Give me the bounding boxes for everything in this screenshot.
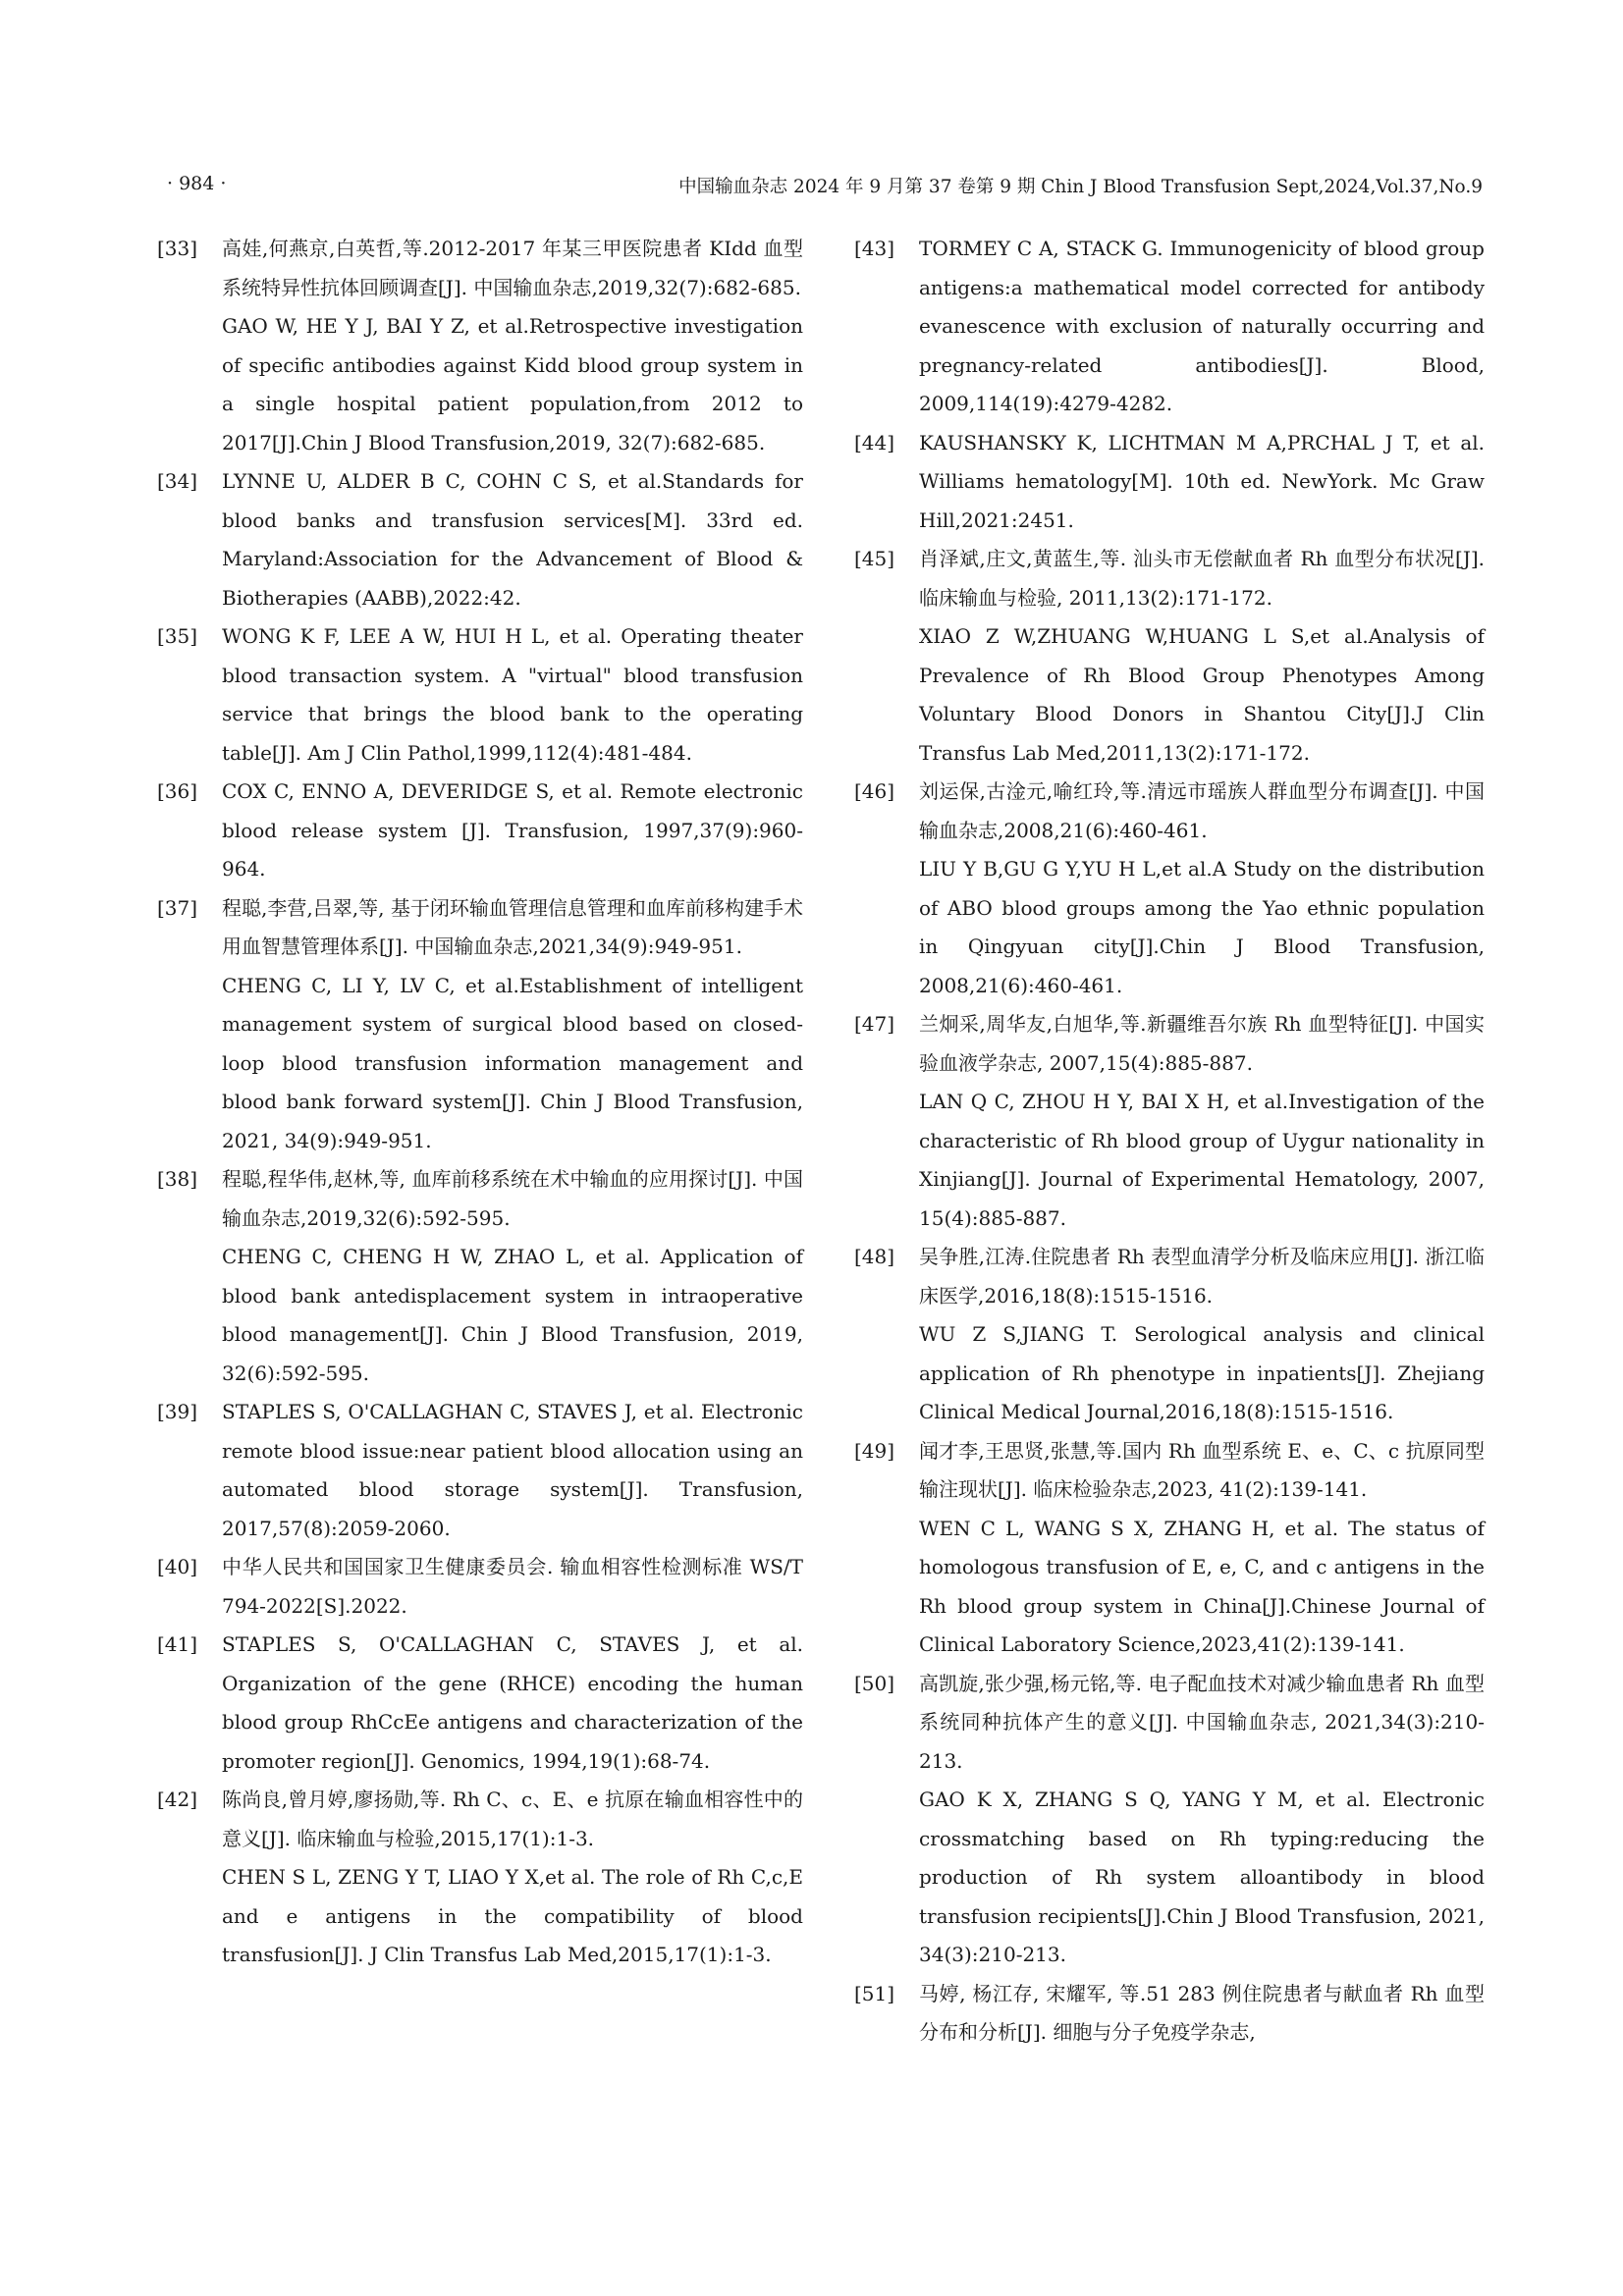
references-left-column (157, 230, 803, 1975)
reference-number: [45] (854, 547, 895, 570)
reference-entry (854, 1975, 1485, 2053)
reference-citation: 中华人民共和国国家卫生健康委员会. 输血相容性检测标准 WS/T 794-2022[S].2022. (222, 1555, 803, 1618)
reference-number: [41] (157, 1632, 198, 1656)
reference-number: [39] (157, 1400, 198, 1423)
reference-entry (157, 889, 803, 1161)
reference-entry (157, 773, 803, 889)
reference-translation: CHENG C, LI Y, LV C, et al.Establishment of intelligent management system of surgical blood based on closed-loop blood transfusion information management and blood bank forward system[J]. Chin J Blood Transfusion, 2021, 34(9):949-951. (222, 973, 803, 1152)
reference-number: [43] (854, 237, 895, 260)
reference-translation: CHENG C, CHENG H W, ZHAO L, et al. Application of blood bank antedisplacement system in intraoperative blood management[J]. Chin J Blood Transfusion, 2019, 32(6):592-595. (222, 1245, 803, 1385)
page-header (167, 173, 1483, 202)
reference-number: [33] (157, 237, 198, 260)
page-number: · 984 · (167, 173, 227, 194)
reference-number: [47] (854, 1012, 895, 1036)
reference-number: [44] (854, 430, 895, 454)
reference-citation: 程聪,李营,吕翠,等, 基于闭环输血管理信息管理和血库前移构建手术用血智慧管理体系[J]. 中国输血杂志,2021,34(9):949-951. (222, 895, 803, 958)
reference-translation: GAO K X, ZHANG S Q, YANG Y M, et al. Electronic crossmatching based on Rh typing:reducing the production of Rh system alloantibody in blood transfusion recipients[J].Chin J Blood Transfusion, 2021, 34(3):210-213. (919, 1788, 1485, 1966)
reference-entry (854, 1432, 1485, 1665)
reference-number: [51] (854, 1981, 895, 2005)
reference-translation: GAO W, HE Y J, BAI Y Z, et al.Retrospective investigation of specific antibodies against Kidd blood group system in a single hospital patient population,from 2012 to 2017[J].Chin J Blood Transfusion,2019, 32(7):682-685. (222, 314, 803, 454)
reference-citation: COX C, ENNO A, DEVERIDGE S, et al. Remote electronic blood release system [J]. Transfusion, 1997,37(9):960-964. (222, 779, 803, 881)
reference-entry (157, 617, 803, 773)
reference-entry (854, 230, 1485, 424)
reference-entry (157, 462, 803, 617)
reference-number: [38] (157, 1167, 198, 1191)
reference-citation: 吴争胜,江涛.住院患者 Rh 表型血清学分析及临床应用[J]. 浙江临床医学,2016,18(8):1515-1516. (919, 1245, 1485, 1308)
reference-citation: STAPLES S, O'CALLAGHAN C, STAVES J, et al. Electronic remote blood issue:near patient blood allocation using an automated blood storage system[J]. Transfusion, 2017,57(8):2059-2060. (222, 1400, 803, 1540)
reference-number: [46] (854, 779, 895, 803)
reference-citation: 陈尚良,曾月婷,廖扬勋,等. Rh C、c、E、e 抗原在输血相容性中的意义[J]. 临床输血与检验,2015,17(1):1-3. (222, 1788, 803, 1850)
reference-citation: 刘运保,古淦元,喻红玲,等.清远市瑶族人群血型分布调查[J]. 中国输血杂志,2008,21(6):460-461. (919, 779, 1485, 842)
reference-entry (854, 540, 1485, 773)
journal-running-title: 中国输血杂志 2024 年 9 月第 37 卷第 9 期 Chin J Blood Transfusion Sept,2024,Vol.37,No.9 (678, 177, 1483, 197)
reference-translation: LAN Q C, ZHOU H Y, BAI X H, et al.Investigation of the characteristic of Rh blood group of Uygur nationality in Xinjiang[J]. Journal of Experimental Hematology, 2007, 15(4):885-887. (919, 1090, 1485, 1230)
reference-citation: 肖泽斌,庄文,黄蓝生,等. 汕头市无偿献血者 Rh 血型分布状况[J]. 临床输血与检验, 2011,13(2):171-172. (919, 547, 1485, 610)
reference-entry (854, 1238, 1485, 1432)
reference-entry (854, 1005, 1485, 1238)
reference-entry (157, 1781, 803, 1975)
reference-entry (157, 1160, 803, 1393)
reference-citation: KAUSHANSKY K, LICHTMAN M A,PRCHAL J T, et al. Williams hematology[M]. 10th ed. NewYork. Mc Graw Hill,2021:2451. (919, 430, 1485, 532)
reference-translation: LIU Y B,GU G Y,YU H L,et al.A Study on the distribution of ABO blood groups among the Yao ethnic population in Qingyuan city[J].Chin J Blood Transfusion, 2008,21(6):460-461. (919, 857, 1485, 997)
reference-number: [42] (157, 1788, 198, 1811)
reference-citation: 高凯旋,张少强,杨元铭,等. 电子配血技术对减少输血患者 Rh 血型系统同种抗体产生的意义[J]. 中国输血杂志, 2021,34(3):210-213. (919, 1671, 1485, 1773)
reference-entry (157, 230, 803, 462)
reference-number: [40] (157, 1555, 198, 1578)
reference-number: [48] (854, 1245, 895, 1268)
reference-citation: TORMEY C A, STACK G. Immunogenicity of blood group antigens:a mathematical model corrected for antibody evanescence with exclusion of naturally occurring and pregnancy-related antibodies[J]. Blood, 2009,114(19):4279-4282. (919, 237, 1485, 415)
reference-citation: 高娃,何燕京,白英哲,等.2012-2017 年某三甲医院患者 KIdd 血型系统特异性抗体回顾调查[J]. 中国输血杂志,2019,32(7):682-685. (222, 237, 803, 299)
reference-translation: WEN C L, WANG S X, ZHANG H, et al. The status of homologous transfusion of E, e, C, and c antigens in the Rh blood group system in China[J].Chinese Journal of Clinical Laboratory Science,2023,41(2):139-141. (919, 1516, 1485, 1656)
reference-entry (157, 1393, 803, 1548)
reference-number: [49] (854, 1438, 895, 1463)
reference-number: [37] (157, 895, 198, 920)
reference-entry (854, 773, 1485, 1005)
reference-translation: XIAO Z W,ZHUANG W,HUANG L S,et al.Analysis of Prevalence of Rh Blood Group Phenotypes Among Voluntary Blood Donors in Shantou City[J].J Clin Transfus Lab Med,2011,13(2):171-172. (919, 624, 1485, 765)
reference-entry (854, 1665, 1485, 1975)
reference-number: [34] (157, 469, 198, 493)
reference-citation: LYNNE U, ALDER B C, COHN C S, et al.Standards for blood banks and transfusion services[M]. 33rd ed. Maryland:Association for the Advancement of Blood & Biotherapies (AABB),2022:42. (222, 469, 803, 610)
reference-citation: STAPLES S, O'CALLAGHAN C, STAVES J, et al. Organization of the gene (RHCE) encoding the human blood group RhCcEe antigens and characterization of the promoter region[J]. Genomics, 1994,19(1):68-74. (222, 1632, 803, 1773)
reference-entry (157, 1626, 803, 1781)
reference-citation: 兰炯采,周华友,白旭华,等.新疆维吾尔族 Rh 血型特征[J]. 中国实验血液学杂志, 2007,15(4):885-887. (919, 1012, 1485, 1075)
reference-number: [50] (854, 1671, 895, 1695)
reference-translation: WU Z S,JIANG T. Serological analysis and clinical application of Rh phenotype in inpatients[J]. Zhejiang Clinical Medical Journal,2016,18(8):1515-1516. (919, 1322, 1485, 1423)
reference-translation: CHEN S L, ZENG Y T, LIAO Y X,et al. The role of Rh C,c,E and e antigens in the compatibility of blood transfusion[J]. J Clin Transfus Lab Med,2015,17(1):1-3. (222, 1865, 803, 1966)
references-right-column (854, 230, 1485, 2053)
reference-number: [36] (157, 779, 198, 803)
reference-citation: 马婷, 杨江存, 宋耀军, 等.51 283 例住院患者与献血者 Rh 血型分布和分析[J]. 细胞与分子免疫学杂志, (919, 1981, 1485, 2044)
reference-citation: 闻才李,王思贤,张慧,等.国内 Rh 血型系统 E、e、C、c 抗原同型输注现状[J]. 临床检验杂志,2023, 41(2):139-141. (919, 1438, 1485, 1501)
reference-number: [35] (157, 624, 198, 648)
reference-entry (157, 1548, 803, 1626)
reference-entry (854, 424, 1485, 541)
reference-citation: 程聪,程华伟,赵林,等, 血库前移系统在术中输血的应用探讨[J]. 中国输血杂志,2019,32(6):592-595. (222, 1167, 803, 1230)
reference-citation: WONG K F, LEE A W, HUI H L, et al. Operating theater blood transaction system. A "virtual" blood transfusion service that brings the blood bank to the operating table[J]. Am J Clin Pathol,1999,112(4):481-484. (222, 624, 803, 765)
